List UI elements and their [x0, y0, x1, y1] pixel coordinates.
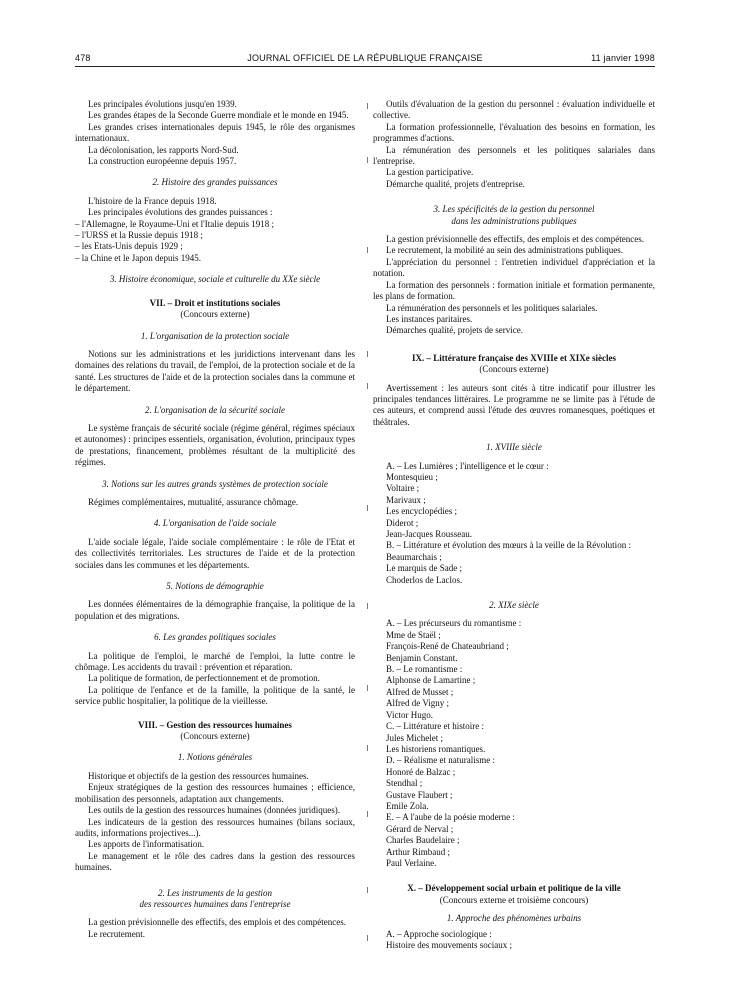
left-column [75, 99, 355, 940]
paragraph: La politique de l'enfance et de la famille, la politique de la santé, le service public hospitalier, la politique de la vieillesse. [75, 684, 355, 707]
list-item: Benjamin Constant. [386, 652, 458, 663]
subsection-heading: 2. XIXe siècle [489, 600, 539, 611]
journal-title: JOURNAL OFFICIEL DE LA RÉPUBLIQUE FRANÇAISE [247, 53, 483, 63]
list-item: Le marquis de Sade ; [386, 563, 462, 574]
section-title: VII. – Droit et institutions sociales [149, 297, 281, 308]
paragraph: Le recrutement. [88, 928, 145, 939]
page-header [75, 50, 655, 67]
list-item: Jules Michelet ; [386, 732, 443, 743]
paragraph: Les grandes étapes de la Seconde Guerre mondiale et le monde en 1945. [88, 110, 349, 121]
section-title: IX. – Littérature française des XVIIIe et XIXe siècles [411, 352, 617, 363]
subsection-heading: 6. Les grandes politiques sociales [154, 632, 276, 643]
subsection-heading-line: 3. Les spécificités de la gestion du personnel [433, 204, 595, 215]
paragraph: Outils d'évaluation de la gestion du personnel : évaluation individuelle et collective. [373, 99, 655, 121]
paragraph: La formation des personnels : formation initiale et formation permanente, les plans de formation. [373, 279, 655, 302]
paragraph: L'histoire de la France depuis 1918. [88, 195, 217, 206]
list-item: Choderlos de Laclos. [386, 574, 463, 585]
subsection-heading: 4. L'organisation de l'aide sociale [153, 518, 277, 529]
paragraph: L'aide sociale légale, l'aide sociale complémentaire : le rôle de l'Etat et des collectivités territoriales. Les structures de l'aide et de la protection sociales dans les communes et les départements. [75, 536, 355, 570]
list-item: Montesquieu ; [386, 471, 438, 482]
paragraph: B. – Littérature et évolution des mœurs à la veille de la Révolution : [386, 540, 631, 551]
subsection-heading-line: dans les administrations publiques [451, 215, 577, 226]
list-item: Gérard de Nerval ; [386, 823, 454, 834]
paragraph: La politique de l'emploi, le marché de l'emploi, la lutte contre le chômage. Les accidents du travail : prévention et réparation. [75, 650, 355, 673]
list-item: Gustave Flaubert ; [386, 789, 453, 800]
list-item: Paul Verlaine. [386, 857, 437, 868]
section-concours: (Concours externe) [479, 364, 549, 375]
paragraph: Notions sur les administrations et les juridictions intervenant dans les domaines des relations du travail, de l'emploi, de la protection sociale et de la santé. Les structures de l'aide et de la protection sociales dans la commune et le département. [75, 348, 355, 394]
subsection-heading [373, 204, 655, 227]
list-item: Les historiens romantiques. [386, 743, 486, 754]
paragraph: Les principales évolutions des grandes puissances : [88, 207, 273, 218]
paragraph: La gestion participative. [386, 167, 474, 178]
paragraph: Régimes complémentaires, mutualité, assurance chômage. [88, 496, 299, 507]
paragraph: E. – A l'aube de la poésie moderne : [386, 812, 515, 823]
list-item: – les Etats-Unis depuis 1929 ; [75, 241, 183, 252]
paragraph: Les outils de la gestion des ressources humaines (données juridiques). [88, 805, 340, 816]
subsection-heading: 2. L'organisation de la sécurité sociale [144, 404, 286, 415]
list-item: Histoire des mouvements sociaux ; [386, 940, 512, 950]
paragraph: L'appréciation du personnel : l'entretien individuel d'appréciation et la notation. [373, 256, 655, 279]
section-title: X. – Développement social urbain et politique de la ville [407, 883, 621, 894]
list-item: Charles Baudelaire ; [386, 835, 460, 846]
list-item: Stendhal ; [386, 778, 423, 789]
list-item: Les encyclopédies ; [386, 506, 457, 517]
paragraph: Avertissement : les auteurs sont cités à titre indicatif pour illustrer les principales tendances littéraires. Le programme ne se limite pas à l'étude de ces auteurs, et comprend aussi l'étude des œuvres romanesques, poétiques et théâtrales. [373, 382, 655, 427]
subsection-heading: 1. Approche des phénomènes urbains [446, 913, 582, 924]
paragraph: Les indicateurs de la gestion des ressources humaines (bilans sociaux, audits, informations projectives...). [75, 816, 355, 838]
paragraph: La gestion prévisionnelle des effectifs, des emplois et des compétences. [88, 917, 347, 928]
paragraph: Les principales évolutions jusqu'en 1939. [88, 99, 237, 109]
list-item: Alfred de Musset ; [386, 686, 454, 697]
paragraph: B. – Le romantisme : [386, 664, 463, 675]
right-column [373, 99, 655, 951]
section-title: VIII. – Gestion des ressources humaines [138, 719, 292, 730]
paragraph: La formation professionnelle, l'évaluation des besoins en formation, les programmes d'actions. [373, 121, 655, 144]
subsection-heading: 3. Notions sur les autres grands systèmes de protection sociale [102, 478, 328, 489]
paragraph: Historique et objectifs de la gestion des ressources humaines. [88, 770, 309, 781]
issue-date: 11 janvier 1998 [591, 53, 655, 63]
section-concours: (Concours externe et troisième concours) [439, 894, 589, 905]
paragraph: Les instances paritaires. [386, 313, 473, 324]
paragraph: Les apports de l'informatisation. [88, 839, 205, 850]
subsection-heading: 1. L'organisation de la protection sociale [140, 330, 290, 341]
subsection-heading [75, 888, 355, 911]
list-item: Beaumarchais ; [386, 551, 442, 562]
subsection-heading: 2. Histoire des grandes puissances [152, 177, 278, 188]
subsection-heading: 1. XVIIIe siècle [486, 442, 542, 453]
paragraph: Enjeux stratégiques de la gestion des ressources humaines ; efficience, mobilisation des personnels, adaptation aux changements. [75, 782, 355, 804]
paragraph: Démarches qualité, projets de service. [386, 325, 523, 336]
paragraph: La gestion prévisionnelle des effectifs, des emplois et des compétences. [386, 234, 645, 245]
list-item: – l'URSS et la Russie depuis 1918 ; [75, 230, 203, 241]
section-concours: (Concours externe) [180, 731, 250, 742]
list-item: Alfred de Vigny ; [386, 698, 450, 709]
list-item: Marivaux ; [386, 494, 426, 505]
paragraph: La politique de formation, de perfectionnement et de promotion. [88, 673, 320, 684]
subsection-heading: 5. Notions de démographie [166, 581, 264, 591]
list-item: Voltaire ; [386, 483, 420, 494]
paragraph: C. – Littérature et histoire : [386, 721, 484, 732]
paragraph: Le recrutement, la mobilité au sein des administrations publiques. [386, 245, 623, 256]
paragraph: D. – Réalisme et naturalisme : [386, 755, 495, 766]
paragraph: A. – Les précurseurs du romantisme : [386, 618, 522, 629]
section-concours: (Concours externe) [180, 309, 250, 320]
list-item: Victor Hugo. [386, 709, 433, 720]
list-item: Emile Zola. [386, 800, 429, 811]
column-separator [364, 95, 372, 955]
paragraph: A. – Les Lumières ; l'intelligence et le cœur : [386, 460, 549, 471]
paragraph: La décolonisation, les rapports Nord-Sud. [88, 144, 239, 155]
paragraph: Les grandes crises internationales depuis 1945, le rôle des organismes internationaux. [75, 121, 355, 144]
list-item: Alphonse de Lamartine ; [386, 675, 476, 686]
list-item: Honoré de Balzac ; [386, 766, 456, 777]
intro-section [75, 99, 355, 167]
paragraph: La rémunération des personnels et les politiques salariales. [386, 302, 598, 313]
page-number: 478 [75, 53, 91, 63]
list-item: – la Chine et le Japon depuis 1945. [75, 252, 201, 263]
paragraph: Démarche qualité, projets d'entreprise. [386, 178, 525, 189]
list-item: Diderot ; [386, 517, 419, 528]
list-item: Jean-Jacques Rousseau. [386, 529, 472, 539]
list-item: Mme de Staël ; [386, 629, 441, 640]
list-item: Arthur Rimbaud ; [386, 846, 450, 857]
subsection-heading: 1. Notions générales [177, 752, 253, 763]
paragraph: Le système français de sécurité sociale (régime général, régimes spéciaux et autonomes) : principes essentiels, organisation, évolution, principaux types de prestations, financement, problèmes résultant de la multiplicité des régimes. [75, 422, 355, 468]
paragraph: A. – Approche sociologique : [386, 928, 492, 939]
paragraph: Les données élémentaires de la démographie française, la politique de la population et des migrations. [75, 599, 355, 621]
subsection-heading-line: des ressources humaines dans l'entreprise [139, 898, 291, 909]
paragraph: La construction européenne depuis 1957. [88, 156, 237, 167]
list-item: François-René de Chateaubriand ; [386, 641, 509, 652]
paragraph: La rémunération des personnels et les politiques salariales dans l'entreprise. [373, 144, 655, 167]
subsection-heading: 3. Histoire économique, sociale et culturelle du XXe siècle [109, 274, 321, 285]
paragraph: Le management et le rôle des cadres dans la gestion des ressources humaines. [75, 850, 355, 873]
list-item: – l'Allemagne, le Royaume-Uni et l'Italie depuis 1918 ; [75, 218, 274, 229]
subsection-heading-line: 2. Les instruments de la gestion [158, 887, 272, 898]
